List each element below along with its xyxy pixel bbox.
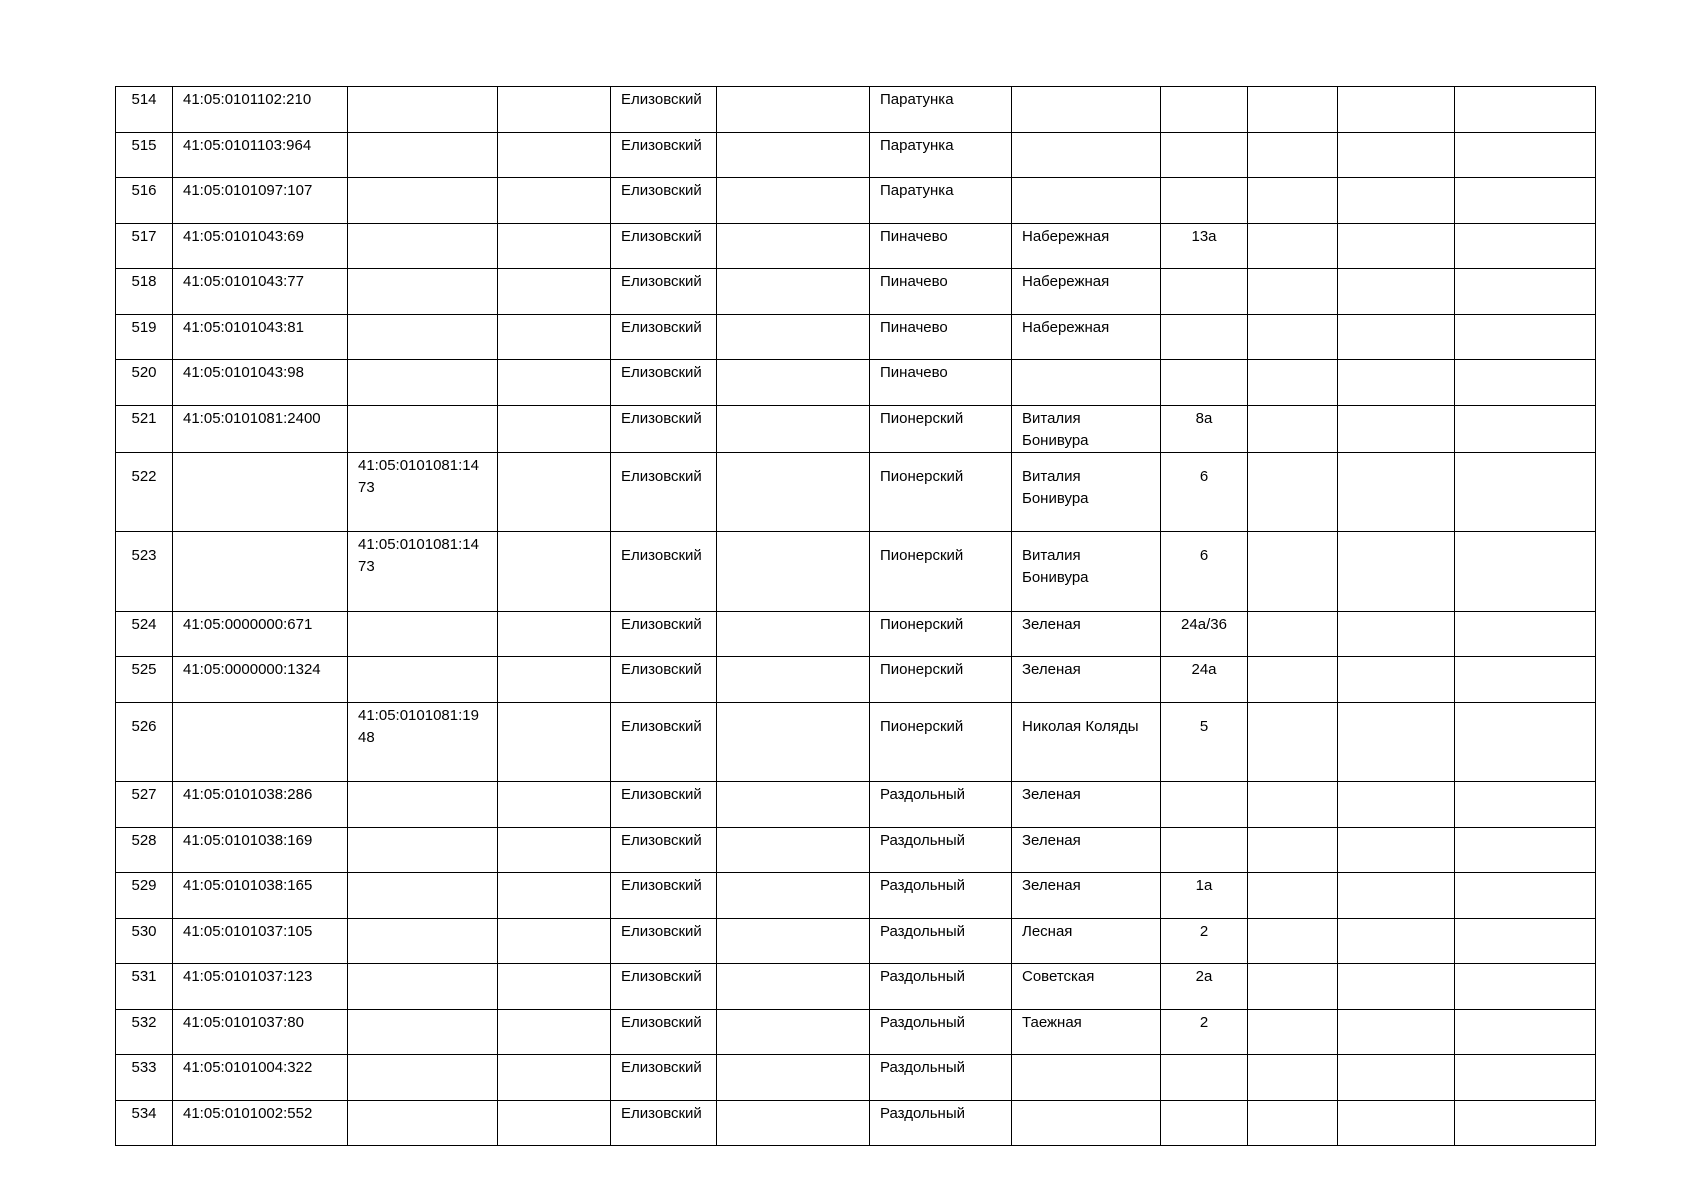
house-number-cell (1161, 1100, 1248, 1146)
empty-cell (1455, 657, 1596, 703)
table-row (116, 1055, 1596, 1101)
building-cadastral-number-cell (348, 964, 498, 1010)
house-number-cell: 2 (1161, 918, 1248, 964)
empty-cell (1248, 782, 1338, 828)
empty-cell (1338, 827, 1455, 873)
district-cell: Елизовский (611, 918, 717, 964)
empty-cell (498, 223, 611, 269)
empty-cell (717, 360, 870, 406)
district-cell: Елизовский (611, 657, 717, 703)
building-cadastral-number-cell (348, 1055, 498, 1101)
locality-cell: Пиначево (870, 314, 1012, 360)
district-cell: Елизовский (611, 782, 717, 828)
building-cadastral-number-cell (348, 827, 498, 873)
empty-cell (1338, 405, 1455, 452)
empty-cell (1248, 314, 1338, 360)
locality-cell: Раздольный (870, 1100, 1012, 1146)
table-row (116, 964, 1596, 1010)
street-cell: Набережная (1012, 269, 1161, 315)
locality-cell: Пиначево (870, 360, 1012, 406)
empty-cell (1338, 611, 1455, 657)
street-cell: Виталия Бонивура (1012, 405, 1161, 452)
empty-cell (717, 405, 870, 452)
empty-cell (1455, 782, 1596, 828)
empty-cell (498, 611, 611, 657)
empty-cell (717, 873, 870, 919)
building-cadastral-number-cell (348, 611, 498, 657)
locality-cell: Паратунка (870, 87, 1012, 133)
empty-cell (717, 611, 870, 657)
empty-cell (1248, 132, 1338, 178)
street-cell: Виталия Бонивура (1012, 452, 1161, 532)
empty-cell (717, 1055, 870, 1101)
street-cell (1012, 87, 1161, 133)
row-number-cell: 528 (116, 827, 173, 873)
row-number-cell: 532 (116, 1009, 173, 1055)
empty-cell (1455, 918, 1596, 964)
district-cell: Елизовский (611, 87, 717, 133)
empty-cell (1338, 87, 1455, 133)
cadastral-number-cell: 41:05:0000000:671 (173, 611, 348, 657)
building-cadastral-number-cell: 41:05:0101081:1473 (348, 452, 498, 532)
empty-cell (1455, 611, 1596, 657)
street-cell (1012, 1055, 1161, 1101)
house-number-cell: 1а (1161, 873, 1248, 919)
locality-cell: Паратунка (870, 132, 1012, 178)
row-number-cell: 526 (116, 702, 173, 782)
row-number-cell: 520 (116, 360, 173, 406)
row-number-cell: 522 (116, 452, 173, 532)
empty-cell (1455, 873, 1596, 919)
house-number-cell: 8а (1161, 405, 1248, 452)
street-cell: Николая Коляды (1012, 702, 1161, 782)
street-cell: Виталия Бонивура (1012, 532, 1161, 612)
empty-cell (1455, 132, 1596, 178)
street-cell (1012, 1100, 1161, 1146)
row-number-cell: 524 (116, 611, 173, 657)
cadastral-number-cell: 41:05:0101043:98 (173, 360, 348, 406)
cadastral-number-cell: 41:05:0101037:105 (173, 918, 348, 964)
house-number-cell (1161, 782, 1248, 828)
empty-cell (498, 269, 611, 315)
empty-cell (717, 964, 870, 1010)
cadastral-number-cell: 41:05:0101038:169 (173, 827, 348, 873)
street-cell: Лесная (1012, 918, 1161, 964)
house-number-cell (1161, 827, 1248, 873)
house-number-cell (1161, 132, 1248, 178)
cadastral-number-cell: 41:05:0101037:80 (173, 1009, 348, 1055)
empty-cell (717, 132, 870, 178)
row-number-cell: 516 (116, 178, 173, 224)
locality-cell: Пиначево (870, 269, 1012, 315)
table-row (116, 611, 1596, 657)
house-number-cell: 6 (1161, 452, 1248, 532)
registry-table (115, 86, 1596, 1146)
row-number-cell: 534 (116, 1100, 173, 1146)
district-cell: Елизовский (611, 611, 717, 657)
table-row (116, 269, 1596, 315)
empty-cell (498, 873, 611, 919)
empty-cell (1455, 964, 1596, 1010)
cadastral-number-cell: 41:05:0101002:552 (173, 1100, 348, 1146)
empty-cell (717, 223, 870, 269)
table-row (116, 532, 1596, 612)
locality-cell: Раздольный (870, 782, 1012, 828)
district-cell: Елизовский (611, 269, 717, 315)
empty-cell (1248, 918, 1338, 964)
district-cell: Елизовский (611, 1009, 717, 1055)
empty-cell (717, 452, 870, 532)
empty-cell (1248, 964, 1338, 1010)
table-row (116, 873, 1596, 919)
row-number-cell: 519 (116, 314, 173, 360)
empty-cell (498, 314, 611, 360)
empty-cell (717, 532, 870, 612)
empty-cell (1455, 827, 1596, 873)
row-number-cell: 530 (116, 918, 173, 964)
row-number-cell: 525 (116, 657, 173, 703)
empty-cell (1455, 702, 1596, 782)
building-cadastral-number-cell (348, 87, 498, 133)
empty-cell (717, 1009, 870, 1055)
building-cadastral-number-cell (348, 314, 498, 360)
house-number-cell (1161, 1055, 1248, 1101)
table-row (116, 827, 1596, 873)
street-cell: Советская (1012, 964, 1161, 1010)
street-cell: Таежная (1012, 1009, 1161, 1055)
house-number-cell: 2а (1161, 964, 1248, 1010)
street-cell (1012, 178, 1161, 224)
row-number-cell: 527 (116, 782, 173, 828)
empty-cell (1455, 405, 1596, 452)
street-cell: Зеленая (1012, 873, 1161, 919)
empty-cell (717, 827, 870, 873)
table-row (116, 452, 1596, 532)
house-number-cell: 24а/36 (1161, 611, 1248, 657)
empty-cell (717, 87, 870, 133)
empty-cell (717, 657, 870, 703)
empty-cell (1248, 873, 1338, 919)
house-number-cell (1161, 360, 1248, 406)
empty-cell (717, 178, 870, 224)
building-cadastral-number-cell: 41:05:0101081:1473 (348, 532, 498, 612)
row-number-cell: 529 (116, 873, 173, 919)
empty-cell (1455, 178, 1596, 224)
building-cadastral-number-cell (348, 178, 498, 224)
district-cell: Елизовский (611, 827, 717, 873)
locality-cell: Пионерский (870, 657, 1012, 703)
locality-cell: Паратунка (870, 178, 1012, 224)
empty-cell (1248, 360, 1338, 406)
empty-cell (1248, 178, 1338, 224)
empty-cell (1248, 1009, 1338, 1055)
cadastral-number-cell: 41:05:0000000:1324 (173, 657, 348, 703)
house-number-cell: 13а (1161, 223, 1248, 269)
cadastral-number-cell: 41:05:0101102:210 (173, 87, 348, 133)
district-cell: Елизовский (611, 314, 717, 360)
empty-cell (1248, 1055, 1338, 1101)
cadastral-number-cell: 41:05:0101038:286 (173, 782, 348, 828)
empty-cell (498, 405, 611, 452)
cadastral-number-cell: 41:05:0101004:322 (173, 1055, 348, 1101)
empty-cell (1455, 87, 1596, 133)
row-number-cell: 517 (116, 223, 173, 269)
table-row (116, 314, 1596, 360)
empty-cell (1455, 532, 1596, 612)
empty-cell (498, 178, 611, 224)
locality-cell: Пионерский (870, 405, 1012, 452)
district-cell: Елизовский (611, 360, 717, 406)
building-cadastral-number-cell (348, 360, 498, 406)
district-cell: Елизовский (611, 132, 717, 178)
district-cell: Елизовский (611, 702, 717, 782)
empty-cell (1455, 1009, 1596, 1055)
table-row (116, 132, 1596, 178)
locality-cell: Раздольный (870, 1055, 1012, 1101)
building-cadastral-number-cell (348, 657, 498, 703)
empty-cell (498, 782, 611, 828)
cadastral-number-cell: 41:05:0101097:107 (173, 178, 348, 224)
house-number-cell: 24а (1161, 657, 1248, 703)
empty-cell (1338, 223, 1455, 269)
empty-cell (1338, 532, 1455, 612)
empty-cell (1455, 314, 1596, 360)
empty-cell (1248, 532, 1338, 612)
building-cadastral-number-cell (348, 782, 498, 828)
district-cell: Елизовский (611, 873, 717, 919)
empty-cell (498, 1055, 611, 1101)
table-row (116, 405, 1596, 452)
empty-cell (1338, 452, 1455, 532)
district-cell: Елизовский (611, 405, 717, 452)
building-cadastral-number-cell (348, 918, 498, 964)
building-cadastral-number-cell (348, 873, 498, 919)
house-number-cell: 6 (1161, 532, 1248, 612)
empty-cell (1248, 827, 1338, 873)
empty-cell (1248, 452, 1338, 532)
cadastral-number-cell: 41:05:0101038:165 (173, 873, 348, 919)
locality-cell: Пионерский (870, 611, 1012, 657)
empty-cell (717, 1100, 870, 1146)
empty-cell (1455, 223, 1596, 269)
empty-cell (717, 269, 870, 315)
row-number-cell: 523 (116, 532, 173, 612)
street-cell: Зеленая (1012, 782, 1161, 828)
cadastral-number-cell: 41:05:0101103:964 (173, 132, 348, 178)
table-row (116, 178, 1596, 224)
street-cell: Зеленая (1012, 611, 1161, 657)
empty-cell (717, 918, 870, 964)
empty-cell (498, 964, 611, 1010)
empty-cell (1248, 611, 1338, 657)
row-number-cell: 521 (116, 405, 173, 452)
empty-cell (1455, 452, 1596, 532)
row-number-cell: 531 (116, 964, 173, 1010)
table-row (116, 782, 1596, 828)
table-row (116, 360, 1596, 406)
empty-cell (498, 827, 611, 873)
empty-cell (498, 87, 611, 133)
empty-cell (1338, 873, 1455, 919)
row-number-cell: 514 (116, 87, 173, 133)
locality-cell: Раздольный (870, 964, 1012, 1010)
empty-cell (1338, 702, 1455, 782)
row-number-cell: 518 (116, 269, 173, 315)
empty-cell (498, 452, 611, 532)
empty-cell (498, 702, 611, 782)
district-cell: Елизовский (611, 964, 717, 1010)
empty-cell (1455, 1055, 1596, 1101)
cadastral-number-cell (173, 532, 348, 612)
house-number-cell (1161, 269, 1248, 315)
empty-cell (1338, 1009, 1455, 1055)
empty-cell (717, 314, 870, 360)
empty-cell (1338, 964, 1455, 1010)
empty-cell (1248, 405, 1338, 452)
empty-cell (1338, 782, 1455, 828)
empty-cell (1338, 918, 1455, 964)
street-cell: Набережная (1012, 223, 1161, 269)
empty-cell (1338, 314, 1455, 360)
empty-cell (1338, 178, 1455, 224)
house-number-cell (1161, 87, 1248, 133)
street-cell: Зеленая (1012, 657, 1161, 703)
empty-cell (1338, 360, 1455, 406)
cadastral-number-cell (173, 702, 348, 782)
street-cell (1012, 360, 1161, 406)
empty-cell (1455, 269, 1596, 315)
empty-cell (1338, 1100, 1455, 1146)
empty-cell (498, 132, 611, 178)
row-number-cell: 533 (116, 1055, 173, 1101)
street-cell: Зеленая (1012, 827, 1161, 873)
table-row (116, 657, 1596, 703)
empty-cell (1248, 223, 1338, 269)
empty-cell (498, 918, 611, 964)
house-number-cell: 2 (1161, 1009, 1248, 1055)
building-cadastral-number-cell (348, 405, 498, 452)
building-cadastral-number-cell (348, 269, 498, 315)
house-number-cell (1161, 314, 1248, 360)
empty-cell (498, 657, 611, 703)
cadastral-number-cell: 41:05:0101037:123 (173, 964, 348, 1010)
street-cell (1012, 132, 1161, 178)
district-cell: Елизовский (611, 532, 717, 612)
empty-cell (717, 782, 870, 828)
empty-cell (1338, 657, 1455, 703)
cadastral-number-cell (173, 452, 348, 532)
district-cell: Елизовский (611, 1100, 717, 1146)
district-cell: Елизовский (611, 223, 717, 269)
empty-cell (1455, 360, 1596, 406)
empty-cell (498, 532, 611, 612)
empty-cell (498, 1100, 611, 1146)
empty-cell (717, 702, 870, 782)
street-cell: Набережная (1012, 314, 1161, 360)
house-number-cell (1161, 178, 1248, 224)
locality-cell: Раздольный (870, 1009, 1012, 1055)
empty-cell (1455, 1100, 1596, 1146)
empty-cell (1338, 1055, 1455, 1101)
building-cadastral-number-cell (348, 1009, 498, 1055)
empty-cell (498, 1009, 611, 1055)
empty-cell (498, 360, 611, 406)
table-row (116, 1100, 1596, 1146)
district-cell: Елизовский (611, 452, 717, 532)
table-row (116, 918, 1596, 964)
empty-cell (1338, 132, 1455, 178)
building-cadastral-number-cell: 41:05:0101081:1948 (348, 702, 498, 782)
table-row (116, 1009, 1596, 1055)
locality-cell: Пиначево (870, 223, 1012, 269)
cadastral-number-cell: 41:05:0101043:81 (173, 314, 348, 360)
locality-cell: Пионерский (870, 452, 1012, 532)
table-body (116, 87, 1596, 1146)
empty-cell (1248, 87, 1338, 133)
table-row (116, 223, 1596, 269)
cadastral-number-cell: 41:05:0101081:2400 (173, 405, 348, 452)
cadastral-number-cell: 41:05:0101043:69 (173, 223, 348, 269)
district-cell: Елизовский (611, 1055, 717, 1101)
locality-cell: Пионерский (870, 702, 1012, 782)
locality-cell: Раздольный (870, 873, 1012, 919)
locality-cell: Раздольный (870, 918, 1012, 964)
cadastral-number-cell: 41:05:0101043:77 (173, 269, 348, 315)
locality-cell: Пионерский (870, 532, 1012, 612)
empty-cell (1248, 269, 1338, 315)
building-cadastral-number-cell (348, 223, 498, 269)
empty-cell (1248, 702, 1338, 782)
empty-cell (1248, 1100, 1338, 1146)
house-number-cell: 5 (1161, 702, 1248, 782)
building-cadastral-number-cell (348, 132, 498, 178)
locality-cell: Раздольный (870, 827, 1012, 873)
building-cadastral-number-cell (348, 1100, 498, 1146)
empty-cell (1338, 269, 1455, 315)
district-cell: Елизовский (611, 178, 717, 224)
row-number-cell: 515 (116, 132, 173, 178)
table-row (116, 702, 1596, 782)
table-row (116, 87, 1596, 133)
empty-cell (1248, 657, 1338, 703)
